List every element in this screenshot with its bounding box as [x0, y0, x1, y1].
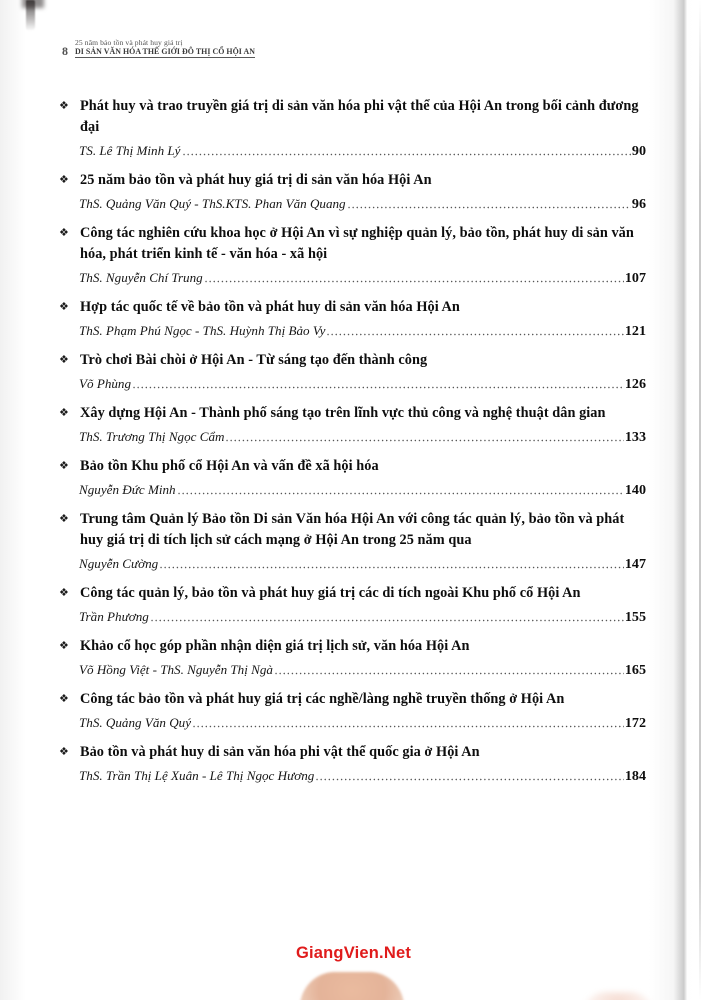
toc-entry[interactable]	[58, 583, 646, 627]
toc-entry-page-number: 126	[624, 376, 646, 392]
page-right-curve-shadow	[649, 0, 707, 1000]
dot-leader	[159, 566, 624, 569]
toc-entry-title: Hợp tác quốc tế về bảo tồn và phát huy di sản văn hóa Hội An	[80, 299, 460, 315]
toc-entry-page-number: 165	[624, 662, 646, 678]
toc-entry-author-row	[58, 268, 646, 288]
toc-entry-page-number: 155	[624, 609, 646, 625]
toc-entry-page-number: 90	[631, 143, 646, 159]
toc-entry[interactable]	[58, 96, 646, 161]
toc-entry-author: ThS. Phạm Phú Ngọc - ThS. Huỳnh Thị Bảo Vy	[79, 323, 326, 338]
diamond-bullet-icon: ❖	[59, 301, 69, 313]
toc-entry-author: ThS. Trương Thị Ngọc Cẩm	[79, 429, 225, 444]
toc-entry-page-number: 107	[624, 270, 646, 286]
toc-entry[interactable]	[58, 742, 646, 786]
scan-mark-top	[26, 0, 35, 30]
diamond-bullet-icon: ❖	[59, 640, 69, 652]
toc-entry-author-row	[58, 660, 646, 680]
toc-entry[interactable]	[58, 350, 646, 394]
dot-leader	[347, 206, 631, 209]
toc-entry-title-row	[58, 509, 646, 551]
dot-leader	[150, 619, 624, 622]
toc-entry-author: ThS. Trần Thị Lệ Xuân - Lê Thị Ngọc Hương	[79, 768, 315, 783]
toc-entry-title-row	[58, 583, 646, 604]
diamond-bullet-icon: ❖	[59, 354, 69, 366]
header-title-block	[75, 39, 255, 58]
toc-entry-author: ThS. Nguyễn Chí Trung	[79, 270, 203, 285]
diamond-bullet-icon: ❖	[59, 513, 69, 525]
dot-leader	[192, 725, 624, 728]
toc-entry[interactable]	[58, 170, 646, 214]
toc-entry-title-row	[58, 742, 646, 763]
toc-entry[interactable]	[58, 297, 646, 341]
toc-entry-title: Bảo tồn và phát huy di sản văn hóa phi vật thể quốc gia ở Hội An	[80, 744, 480, 760]
site-watermark: GiangVien.Net	[295, 944, 412, 962]
toc-entry-title: Khảo cổ học góp phần nhận diện giá trị lịch sử, văn hóa Hội An	[80, 638, 470, 654]
toc-entry-author-row	[58, 713, 646, 733]
toc-entry-author-row	[58, 194, 646, 214]
thumb-artifact	[300, 972, 404, 1000]
toc-entry-title: Trò chơi Bài chòi ở Hội An - Từ sáng tạo đến thành công	[80, 352, 428, 368]
toc-entry-author-row	[58, 374, 646, 394]
toc-entry-title: 25 năm bảo tồn và phát huy giá trị di sản văn hóa Hội An	[80, 172, 432, 188]
toc-entry-page-number: 147	[624, 556, 646, 572]
thumb-artifact-secondary	[582, 992, 654, 1000]
toc-entry-author-row	[58, 607, 646, 627]
toc-entry-author: Trần Phương	[79, 609, 149, 624]
diamond-bullet-icon: ❖	[59, 746, 69, 758]
dot-leader	[326, 333, 623, 336]
toc-entry-author: Võ Hồng Việt - ThS. Nguyễn Thị Ngà	[79, 662, 273, 677]
toc-entry-title: Bảo tồn Khu phố cổ Hội An và vấn đề xã hội hóa	[80, 458, 379, 474]
page-left-shadow	[0, 0, 26, 1000]
diamond-bullet-icon: ❖	[59, 227, 69, 239]
toc-entry-author: ThS. Quảng Văn Quý - ThS.KTS. Phan Văn Quang	[79, 196, 346, 211]
header-subtitle: 25 năm bảo tồn và phát huy giá trị	[75, 38, 183, 47]
page-right-edge-line	[699, 0, 701, 1000]
toc-entry[interactable]	[58, 403, 646, 447]
toc-entry-title-row	[58, 96, 646, 138]
diamond-bullet-icon: ❖	[59, 100, 69, 112]
toc-entry-author: ThS. Quảng Văn Quý	[79, 715, 192, 730]
diamond-bullet-icon: ❖	[59, 460, 69, 472]
toc-entry-title-row	[58, 350, 646, 371]
toc-entry-page-number: 140	[624, 482, 646, 498]
dot-leader	[315, 778, 624, 781]
dot-leader	[204, 280, 624, 283]
toc-entry-title-row	[58, 456, 646, 477]
toc-entry[interactable]	[58, 456, 646, 500]
toc-entry-title-row	[58, 223, 646, 265]
toc-entry-title: Xây dựng Hội An - Thành phố sáng tạo trên lĩnh vực thủ công và nghệ thuật dân gian	[80, 405, 606, 421]
toc-entry-author-row	[58, 141, 646, 161]
toc-entry-title: Phát huy và trao truyền giá trị di sản văn hóa phi vật thể của Hội An trong bối cảnh đương đại	[80, 98, 639, 135]
toc-entry[interactable]	[58, 689, 646, 733]
dot-leader	[182, 153, 631, 156]
toc-entry[interactable]	[58, 636, 646, 680]
toc-entry-title: Công tác nghiên cứu khoa học ở Hội An vì sự nghiệp quản lý, bảo tồn, phát huy di sản văn hóa, phát triển kinh tế - văn hóa - xã hội	[80, 225, 634, 262]
toc-entry[interactable]	[58, 509, 646, 574]
dot-leader	[132, 386, 624, 389]
toc-entry-page-number: 184	[624, 768, 646, 784]
running-header	[62, 39, 362, 58]
toc-entry-page-number: 121	[624, 323, 646, 339]
toc-entry-page-number: 172	[624, 715, 646, 731]
toc-entry-title: Công tác quản lý, bảo tồn và phát huy giá trị các di tích ngoài Khu phố cổ Hội An	[80, 585, 581, 601]
diamond-bullet-icon: ❖	[59, 693, 69, 705]
page-number: 8	[62, 43, 68, 58]
diamond-bullet-icon: ❖	[59, 174, 69, 186]
toc-entry-author-row	[58, 427, 646, 447]
toc-entry-author-row	[58, 554, 646, 574]
toc-entry-title-row	[58, 297, 646, 318]
toc-entry-page-number: 133	[624, 429, 646, 445]
toc-entry-author: Võ Phùng	[79, 376, 132, 391]
toc-entry[interactable]	[58, 223, 646, 288]
toc-entry-title-row	[58, 636, 646, 657]
dot-leader	[177, 492, 624, 495]
diamond-bullet-icon: ❖	[59, 407, 69, 419]
toc-entry-title-row	[58, 689, 646, 710]
diamond-bullet-icon: ❖	[59, 587, 69, 599]
toc-entry-author: Nguyễn Cường	[79, 556, 159, 571]
toc-entry-author: TS. Lê Thị Minh Lý	[79, 143, 181, 158]
scan-smudge-top	[22, 0, 44, 8]
header-title: DI SẢN VĂN HÓA THẾ GIỚI ĐÔ THỊ CỔ HỘI AN	[75, 48, 255, 58]
toc-entry-author-row	[58, 480, 646, 500]
toc-entry-title-row	[58, 403, 646, 424]
toc-entry-author-row	[58, 321, 646, 341]
toc-entry-title: Công tác bảo tồn và phát huy giá trị các nghề/làng nghề truyền thống ở Hội An	[80, 691, 565, 707]
toc-entry-title-row	[58, 170, 646, 191]
dot-leader	[225, 439, 623, 442]
dot-leader	[274, 672, 624, 675]
toc-entry-title: Trung tâm Quản lý Bảo tồn Di sản Văn hóa Hội An với công tác quản lý, bảo tồn và phát huy giá trị di tích lịch sử cách mạng ở Hội An trong 25 năm qua	[80, 511, 625, 548]
table-of-contents	[58, 96, 646, 795]
toc-entry-page-number: 96	[631, 196, 646, 212]
toc-entry-author: Nguyễn Đức Minh	[79, 482, 176, 497]
toc-entry-author-row	[58, 766, 646, 786]
